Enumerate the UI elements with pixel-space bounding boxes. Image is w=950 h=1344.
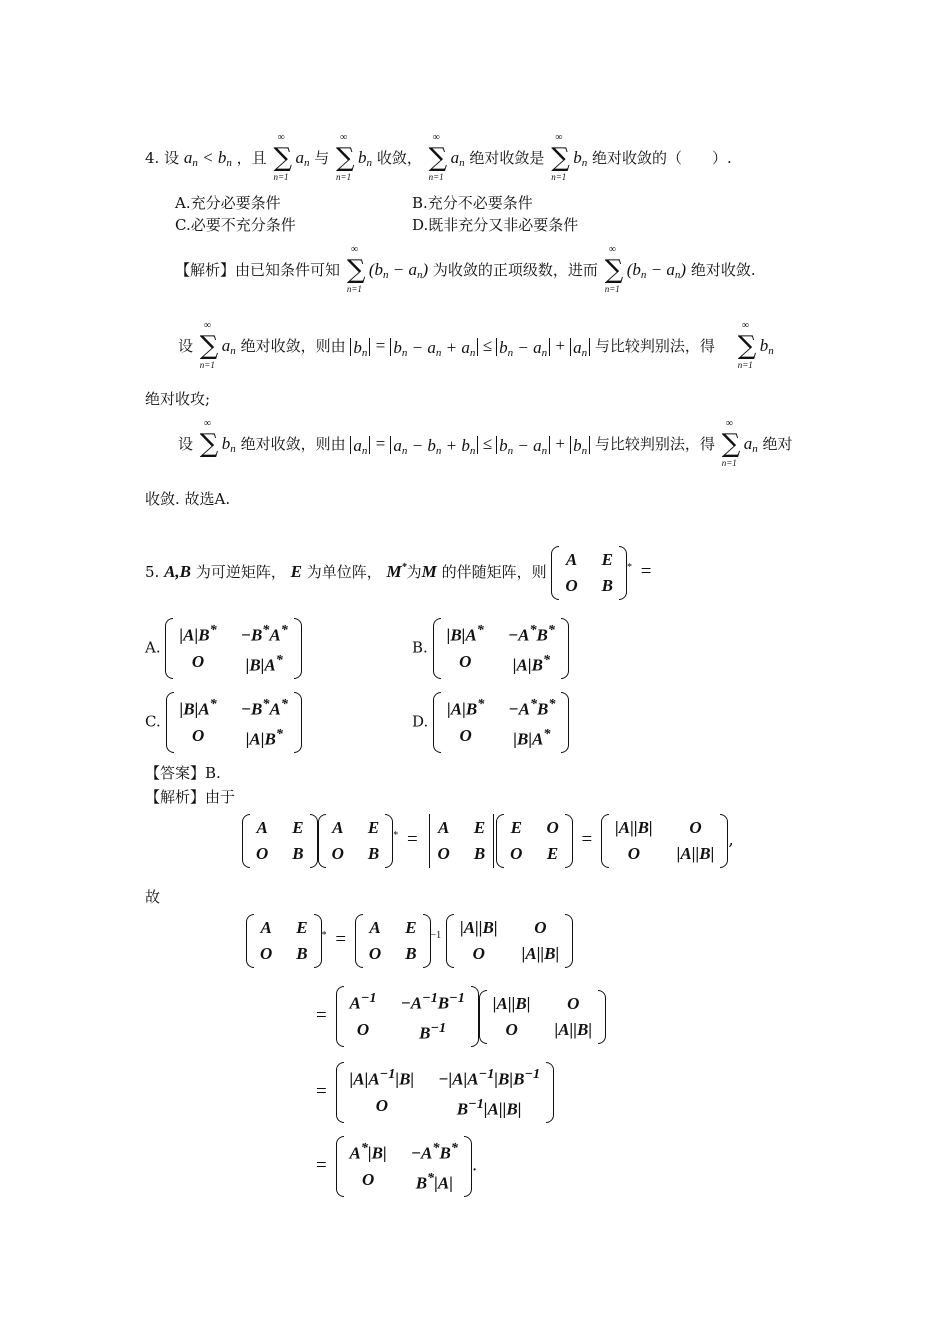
q5-line: 5. A,B 为可逆矩阵， E 为单位阵， M*为M 的伴随矩阵，则 A E O B * =	[145, 546, 656, 600]
matrix: |A|B* −A*B* O |B|A*	[433, 692, 569, 753]
inequality: $b_n = b_n - a_n + a_n \le b_n - a_n + a_n$	[350, 336, 590, 355]
matrix: A E O B	[551, 546, 627, 600]
q5-text: 为单位阵，	[306, 563, 382, 581]
analysis-text: 由已知条件可知	[235, 261, 341, 279]
analysis-text: 为收敛的正项级数，进而	[432, 261, 598, 279]
gu-text: 故	[145, 888, 161, 906]
analysis-text: 绝对收敛，则由	[240, 337, 346, 355]
analysis-eq2: A E O B * = A E O B $^{-1}$ |A||B| O O |A||B|	[246, 914, 573, 968]
analysis-text: 设	[178, 435, 194, 453]
matrix: |B|A* −B*A* O |A|B*	[166, 692, 302, 753]
answer: 【答案】B.	[145, 764, 221, 782]
sum-symbol: ∞ ∑ n=1	[199, 320, 219, 370]
analysis-text: 绝对收敛.	[690, 261, 756, 279]
q4-line: 4. 设 $a_n < b_n$ ，且 ∞ ∑ n=1 $a_n$ 与 ∞ ∑ n=1 $b_n$ 收敛， ∞ ∑ n=1 $a_n$ 绝对收敛是 ∞ ∑ n=1 $b_n$ 绝对收敛的（ ）.	[145, 132, 732, 182]
sum-symbol: ∞ ∑ n=1	[721, 418, 741, 468]
option-label: C.	[145, 712, 161, 731]
q4-number: 4.	[145, 149, 160, 167]
analysis-text: 绝对收敛，则由	[240, 435, 346, 453]
option-d: D.既非充分又非必要条件	[412, 216, 579, 234]
option-label: D.	[412, 712, 429, 731]
q4-analysis-line2: 设 ∞ ∑ n=1 $a_n$ 绝对收敛，则由 $b_n = b_n - a_n + a_n \le b_n - a_n + a_n$ 与比较判别法，得 ∞ ∑ n=1 $b_n$	[178, 320, 774, 370]
analysis-eq4: = $|A|A^{-1}|B|$ $-|A|A^{-1}|B|B^{-1}$ O $B^{-1}|A||B|$	[312, 1062, 554, 1123]
sum-symbol: ∞ ∑ n=1	[737, 320, 757, 370]
sum-symbol: ∞ ∑ n=1	[551, 132, 570, 182]
q4-text: 绝对收敛是	[469, 149, 545, 167]
analysis-tag: 【解析】	[175, 261, 236, 279]
q5-option-a	[145, 618, 302, 679]
analysis-intro: 【解析】由于	[145, 788, 236, 806]
q5-number: 5.	[145, 563, 160, 581]
q4-analysis-line3: 设 ∞ ∑ $b_n$ 绝对收敛，则由 $a_n = a_n - b_n + b_n \le b_n - a_n + b_n$ 与比较判别法，得 ∞ ∑ n=1 $a_n$ 绝对	[178, 418, 793, 468]
q4-text: 设	[164, 149, 180, 167]
sum-symbol: ∞ ∑ n=1	[604, 244, 624, 294]
analysis-text: 绝对	[762, 435, 793, 453]
inequality: $a_n = a_n - b_n + b_n \le b_n - a_n + b_n$	[350, 434, 590, 453]
sum-symbol: ∞ ∑ n=1	[346, 244, 366, 294]
q5-text: 为可逆矩阵，	[195, 563, 286, 581]
q4-analysis-line1: 【解析】由已知条件可知 ∞ ∑ n=1 $(b_n - a_n)$ 为收敛的正项级数，进而 ∞ ∑ n=1 $(b_n - a_n)$ 绝对收敛.	[175, 244, 756, 294]
q4-text: 与	[314, 149, 330, 167]
analysis-eq5: = A*|B| −A*B* O B*|A| .	[312, 1136, 477, 1197]
matrix: |B|A* −A*B* O |A|B*	[433, 618, 569, 679]
sum-symbol: ∞ ∑ n=1	[428, 132, 448, 182]
option-label: B.	[412, 638, 428, 657]
q4-text: ，且	[236, 149, 267, 167]
math: $a_n < b_n$	[183, 148, 232, 169]
analysis-text: 与比较判别法，得	[594, 435, 715, 453]
q4-text: 绝对收敛的（ ）.	[591, 149, 732, 167]
option-b: B.充分不必要条件	[412, 194, 533, 212]
q5-option-b	[412, 618, 569, 679]
analysis-text: 与比较判别法，得	[594, 337, 715, 355]
q5-text: 的伴随矩阵，则	[441, 563, 547, 581]
option-label: A.	[145, 638, 161, 657]
matrix: |A|B* −B*A* O |B|A*	[165, 618, 301, 679]
q5-option-d	[412, 692, 569, 753]
option-c: C.必要不充分条件	[175, 216, 296, 234]
q4-analysis-line2-end: 绝对收攻;	[145, 390, 211, 408]
analysis-eq1: A E O B A E O B * = A E O B E O O E = |A||B| O O |A||B| ,	[242, 814, 734, 868]
q4-text: 收敛，	[376, 149, 422, 167]
analysis-text: 设	[178, 337, 194, 355]
sum-symbol: ∞ ∑ n=1	[336, 132, 355, 182]
sum-symbol: ∞ ∑	[199, 418, 219, 459]
q5-text: 为	[406, 563, 422, 581]
option-a: A.充分必要条件	[175, 194, 281, 212]
q5-option-c	[145, 692, 302, 753]
analysis-eq3: = $A^{-1}$ $-A^{-1}B^{-1}$ O $B^{-1}$ |A||B| O O |A||B|	[312, 986, 606, 1047]
q4-analysis-line3-end: 收敛. 故选A.	[145, 490, 231, 508]
sum-symbol: ∞ ∑ n=1	[273, 132, 293, 182]
